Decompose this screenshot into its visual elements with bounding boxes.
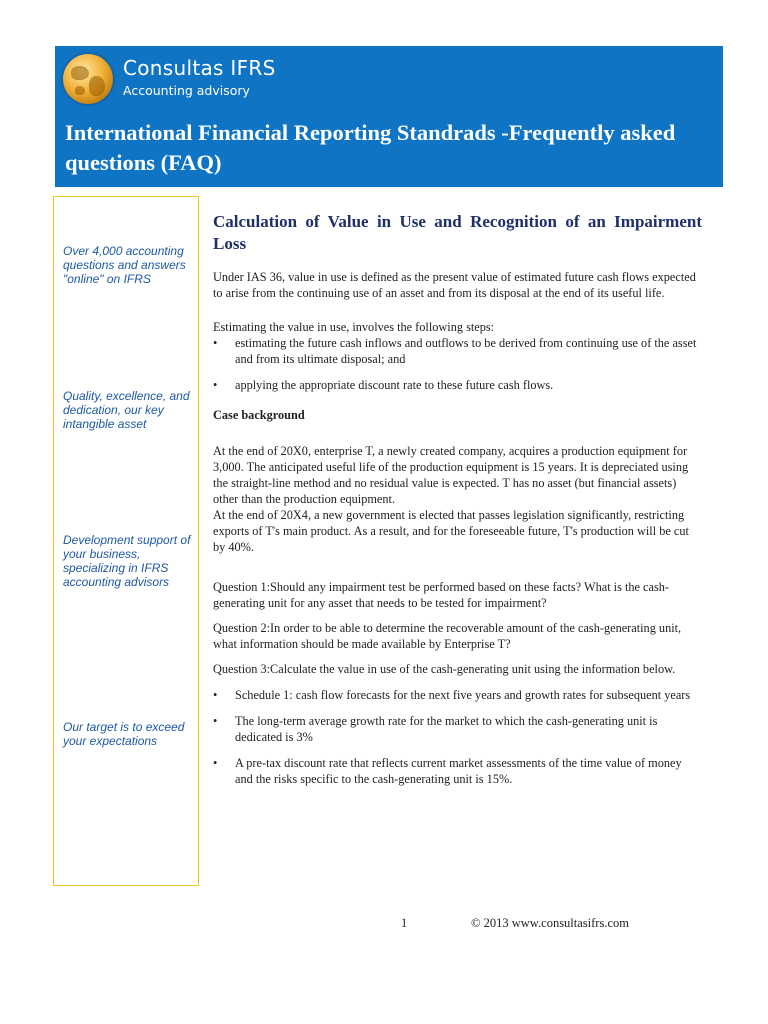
bullet-icon: •	[213, 688, 218, 702]
question-3: Question 3:Calculate the value in use of the cash-generating unit using the information below.	[213, 662, 676, 676]
sidebar-box	[53, 196, 199, 886]
copyright-text: © 2013 www.consultasifrs.com	[471, 916, 629, 930]
list-item	[213, 755, 702, 787]
question-2: Question 2:In order to be able to determine the recoverable amount of the cash-generating unit, what information should be made available by Enterprise T?	[213, 621, 682, 651]
list-item-text: estimating the future cash inflows and outflows to be derived from continuing use of the asset and from its ultimate disposal; and	[235, 336, 697, 366]
list-item	[213, 377, 702, 393]
case-paragraph: At the end of 20X4, a new government is elected that passes legislation significantly, restricting exports of T's main product. As a result, and for the foreseeable future, T's production will be cut by 40%.	[213, 508, 689, 554]
sidebar-note: Development support of your business, specializing in IFRS accounting advisors	[63, 533, 191, 589]
list-item-text: Schedule 1: cash flow forecasts for the next five years and growth rates for subsequent years	[235, 688, 691, 702]
bullet-icon: •	[213, 714, 218, 728]
article	[213, 211, 702, 787]
article-title: Calculation of Value in Use and Recognition of an Impairment Loss	[213, 212, 702, 253]
case-heading: Case background	[213, 408, 305, 422]
brand-tagline: Accounting advisory	[123, 83, 250, 98]
page-number: 1	[401, 916, 408, 930]
brand-name: Consultas IFRS	[123, 56, 276, 80]
sidebar-note: Over 4,000 accounting questions and answers "online" on IFRS	[63, 244, 186, 286]
list-item-text: applying the appropriate discount rate to these future cash flows.	[235, 378, 554, 392]
steps-intro: Estimating the value in use, involves the following steps:	[213, 320, 495, 334]
list-item-text: A pre-tax discount rate that reflects current market assessments of the time value of money and the risks specific to the cash-generating unit is 15%.	[235, 756, 682, 786]
list-item-text: The long-term average growth rate for the market to which the cash-generating unit is dedicated is 3%	[235, 714, 658, 744]
sidebar-note: Our target is to exceed your expectations	[63, 720, 185, 748]
bullet-icon: •	[213, 756, 218, 770]
sidebar-note: Quality, excellence, and dedication, our key intangible asset	[63, 389, 190, 431]
list-item	[213, 335, 702, 367]
header-banner	[55, 46, 723, 187]
bullet-icon: •	[213, 378, 218, 392]
list-item	[213, 713, 702, 745]
intro-paragraph: Under IAS 36, value in use is defined as the present value of estimated future cash flows expected to arise from the continuing use of an asset and from its disposal at the end of its useful life.	[213, 270, 696, 300]
list-item	[213, 687, 702, 703]
globe-icon	[63, 54, 113, 104]
question-1: Question 1:Should any impairment test be performed based on these facts? What is the cash-generating unit for any asset that needs to be tested for impairment?	[213, 580, 669, 610]
page-title: International Financial Reporting Standrads -Frequently asked questions (FAQ)	[65, 120, 676, 175]
bullet-icon: •	[213, 336, 218, 350]
case-paragraph: At the end of 20X0, enterprise T, a newly created company, acquires a production equipment for 3,000. The anticipated useful life of the production equipment is 15 years. It is depreciated using the straight-line method and no residual value is expected. T has no asset (but financial assets) other than the production equipment.	[213, 444, 689, 506]
